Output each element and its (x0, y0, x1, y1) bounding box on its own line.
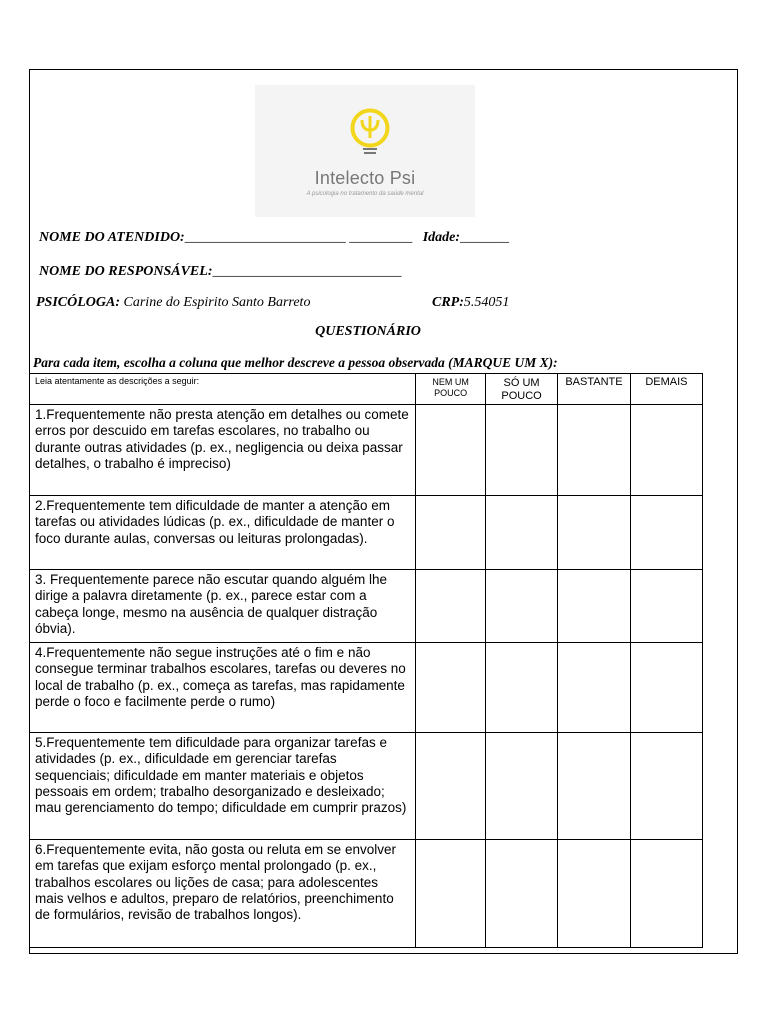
answer-cell-nem-um-pouco[interactable] (416, 840, 486, 948)
answer-cell-bastante[interactable] (558, 570, 631, 643)
nome-responsavel-row (39, 264, 401, 280)
answer-cell-nem-um-pouco[interactable] (416, 405, 486, 496)
crp-row (432, 295, 509, 311)
logo (255, 85, 475, 217)
psicologa-label: PSICÓLOGA: (36, 295, 121, 310)
item-text: 4.Frequentemente não segue instruções até o fim e não consegue terminar trabalhos escolares, tarefas ou deveres no local de trabalho (p. ex., começa as tarefas, mas rapidamente perde o foco e facilmente perde o rumo) (30, 643, 416, 733)
psicologa-row (36, 295, 310, 311)
table-header-row (30, 374, 703, 405)
answer-cell-bastante[interactable] (558, 643, 631, 733)
item-text: 5.Frequentemente tem dificuldade para organizar tarefas e atividades (p. ex., dificuldade em gerenciar tarefas sequenciais; dificuldade em manter materiais e objetos pessoais em ordem; trabalho desorganizado e desleixado; mau gerenciamento do tempo; dificuldade em cumprir prazos) (30, 733, 416, 840)
table-row (30, 840, 703, 948)
logo-name: Intelecto Psi (314, 168, 416, 188)
questionnaire-table (29, 373, 703, 948)
answer-cell-so-um-pouco[interactable] (486, 840, 558, 948)
nome-responsavel-field[interactable]: ___________________________ (212, 264, 402, 279)
nome-atendido-row (39, 230, 509, 246)
logo-tagline: A psicologia no tratamento da saúde mental (306, 191, 424, 197)
item-text: 1.Frequentemente não presta atenção em detalhes ou comete erros por descuido em tarefas escolares, no trabalho ou durante outras atividades (p. ex., negligencia ou deixa passar detalhes, o trabalho é impreciso) (30, 405, 416, 496)
table-row (30, 405, 703, 496)
answer-cell-demais[interactable] (630, 496, 702, 570)
answer-cell-demais[interactable] (630, 643, 702, 733)
answer-cell-bastante[interactable] (558, 496, 631, 570)
answer-cell-nem-um-pouco[interactable] (416, 570, 486, 643)
nome-atendido-label: NOME DO ATENDIDO: (39, 230, 185, 245)
psicologa-value: Carine do Espirito Santo Barreto (123, 295, 311, 310)
answer-cell-so-um-pouco[interactable] (486, 733, 558, 840)
column-header-bastante: BASTANTE (558, 374, 631, 405)
column-header-demais: DEMAIS (630, 374, 702, 405)
column-header-so-um-pouco: SÓ UM POUCO (486, 374, 558, 405)
crp-value: 5.54051 (463, 295, 510, 310)
answer-cell-so-um-pouco[interactable] (486, 496, 558, 570)
answer-cell-so-um-pouco[interactable] (486, 643, 558, 733)
item-text: 3. Frequentemente parece não escutar quando alguém lhe dirige a palavra diretamente (p. ex., parece estar com a cabeça longe, mesmo na ausência de qualquer distração óbvia). (30, 570, 416, 643)
answer-cell-nem-um-pouco[interactable] (416, 496, 486, 570)
item-text: 6.Frequentemente evita, não gosta ou reluta em se envolver em tarefas que exijam esforço mental prolongado (p. ex., trabalhos escolares ou lições de casa; para adolescentes mais velhos e adultos, preparo de relatórios, preenchimento de formulários, revisão de trabalhos longos). (30, 840, 416, 948)
table-row (30, 643, 703, 733)
nome-atendido-field[interactable]: _______________________ _________ (184, 230, 413, 245)
idade-field[interactable]: _______ (460, 230, 510, 245)
answer-cell-demais[interactable] (630, 840, 702, 948)
crp-label: CRP: (432, 295, 464, 310)
answer-cell-nem-um-pouco[interactable] (416, 643, 486, 733)
answer-cell-demais[interactable] (630, 405, 702, 496)
page-title: QUESTIONÁRIO (315, 324, 421, 339)
answer-cell-demais[interactable] (630, 733, 702, 840)
answer-cell-bastante[interactable] (558, 840, 631, 948)
answer-cell-bastante[interactable] (558, 733, 631, 840)
instructions: Para cada item, escolha a coluna que melhor descreve a pessoa observada (MARQUE UM X): (33, 355, 558, 370)
answer-cell-bastante[interactable] (558, 405, 631, 496)
column-header-nem-um-pouco: NEM UM POUCO (416, 374, 486, 405)
answer-cell-demais[interactable] (630, 570, 702, 643)
answer-cell-so-um-pouco[interactable] (486, 405, 558, 496)
idade-label: Idade: (422, 230, 461, 245)
answer-cell-so-um-pouco[interactable] (486, 570, 558, 643)
answer-cell-nem-um-pouco[interactable] (416, 733, 486, 840)
nome-responsavel-label: NOME DO RESPONSÁVEL: (39, 264, 213, 279)
table-row (30, 496, 703, 570)
item-text: 2.Frequentemente tem dificuldade de manter a atenção em tarefas ou atividades lúdicas (p. ex., dificuldade de manter o foco durante aulas, conversas ou leituras prolongadas). (30, 496, 416, 570)
psi-bulb-icon (347, 107, 393, 157)
table-row (30, 733, 703, 840)
table-header-description: Leia atentamente as descrições a seguir: (30, 374, 416, 405)
table-row (30, 570, 703, 643)
